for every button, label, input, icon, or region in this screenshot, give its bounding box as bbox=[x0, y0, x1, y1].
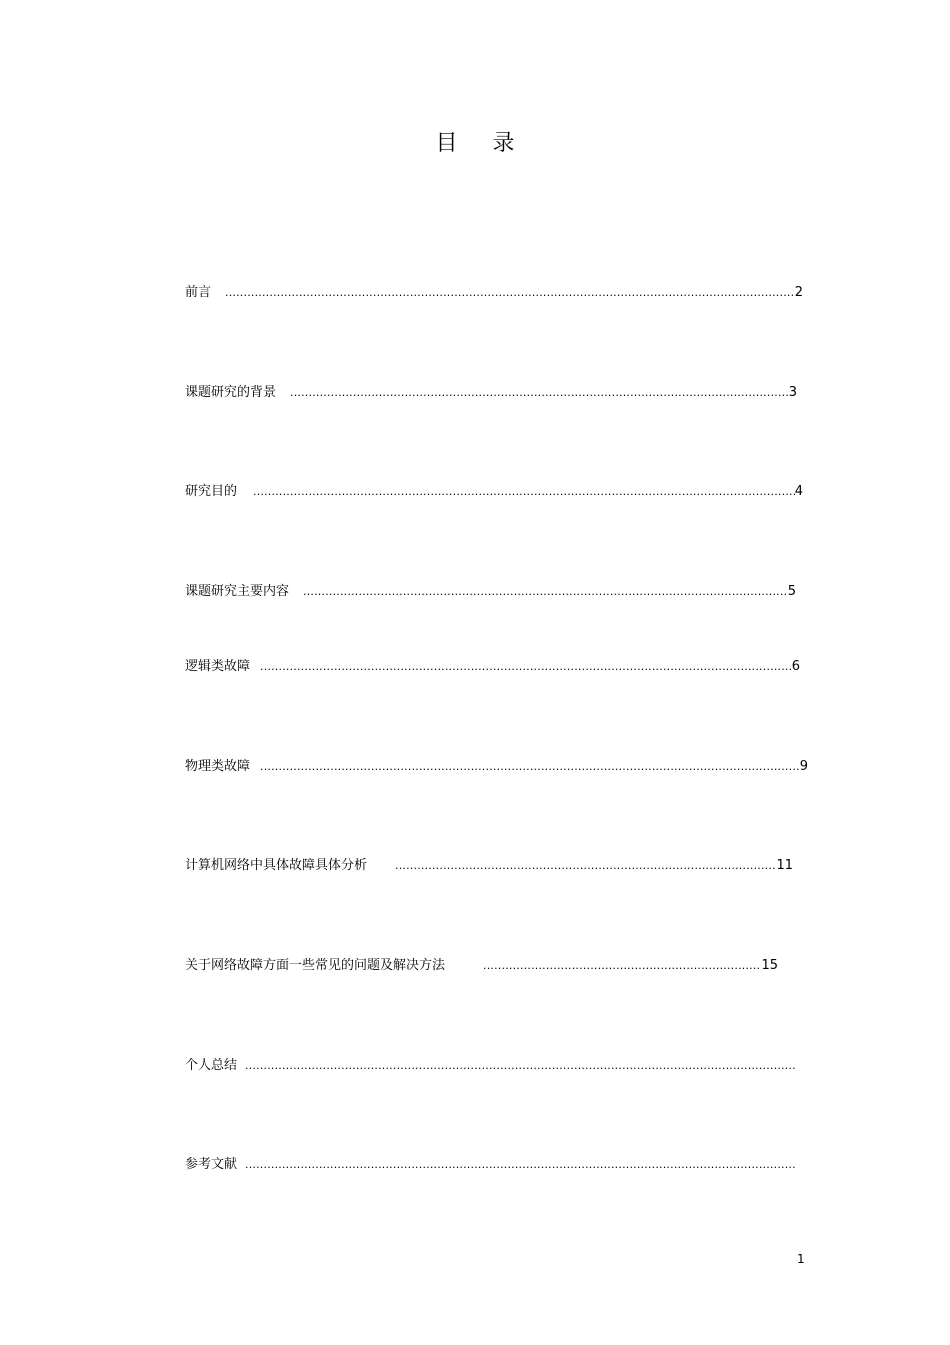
toc-entry-page: 3 bbox=[788, 385, 797, 400]
toc-dot-leader bbox=[225, 284, 795, 302]
toc-dot-leader bbox=[483, 957, 761, 975]
toc-entry-specific-analysis[interactable] bbox=[185, 857, 793, 875]
toc-entry-preface[interactable] bbox=[185, 284, 803, 302]
toc-entry-page: 15 bbox=[761, 958, 778, 973]
toc-dot-leader bbox=[260, 658, 792, 676]
toc-entry-title: 个人总结 bbox=[185, 1058, 238, 1073]
toc-entry-page: 11 bbox=[776, 858, 793, 873]
toc-entry-title: 计算机网络中具体故障具体分析 bbox=[185, 858, 368, 873]
toc-entry-background[interactable] bbox=[185, 384, 797, 402]
toc-entry-title: 关于网络故障方面一些常见的问题及解决方法 bbox=[185, 958, 446, 973]
toc-entry-objective[interactable] bbox=[185, 483, 803, 501]
toc-dot-leader bbox=[245, 1156, 796, 1174]
toc-entry-page: 2 bbox=[794, 285, 803, 300]
page-number: 1 bbox=[797, 1252, 805, 1266]
toc-entry-title: 课题研究的背景 bbox=[185, 385, 277, 400]
toc-entry-title: 课题研究主要内容 bbox=[185, 584, 290, 599]
page-title: 目 录 bbox=[435, 131, 529, 156]
toc-entry-title: 研究目的 bbox=[185, 484, 238, 499]
toc-entry-title: 物理类故障 bbox=[185, 759, 251, 774]
toc-dot-leader bbox=[245, 1057, 796, 1075]
toc-entry-page: 9 bbox=[799, 759, 808, 774]
toc-dot-leader bbox=[395, 857, 776, 875]
toc-entry-page: 6 bbox=[791, 659, 800, 674]
toc-entry-main-content[interactable] bbox=[185, 583, 796, 601]
toc-entry-page: 4 bbox=[794, 484, 803, 499]
toc-entry-references[interactable] bbox=[185, 1156, 796, 1174]
toc-entry-common-problems[interactable] bbox=[185, 957, 778, 975]
toc-entry-title: 逻辑类故障 bbox=[185, 659, 251, 674]
toc-entry-logical-faults[interactable] bbox=[185, 658, 800, 676]
toc-entry-title: 前言 bbox=[185, 285, 212, 300]
toc-entry-physical-faults[interactable] bbox=[185, 758, 808, 776]
toc-dot-leader bbox=[290, 384, 789, 402]
toc-entry-title: 参考文献 bbox=[185, 1157, 238, 1172]
toc-dot-leader bbox=[303, 583, 788, 601]
toc-dot-leader bbox=[253, 483, 795, 501]
toc-entry-personal-summary[interactable] bbox=[185, 1057, 796, 1075]
toc-entry-page: 5 bbox=[787, 584, 796, 599]
toc-dot-leader bbox=[260, 758, 800, 776]
